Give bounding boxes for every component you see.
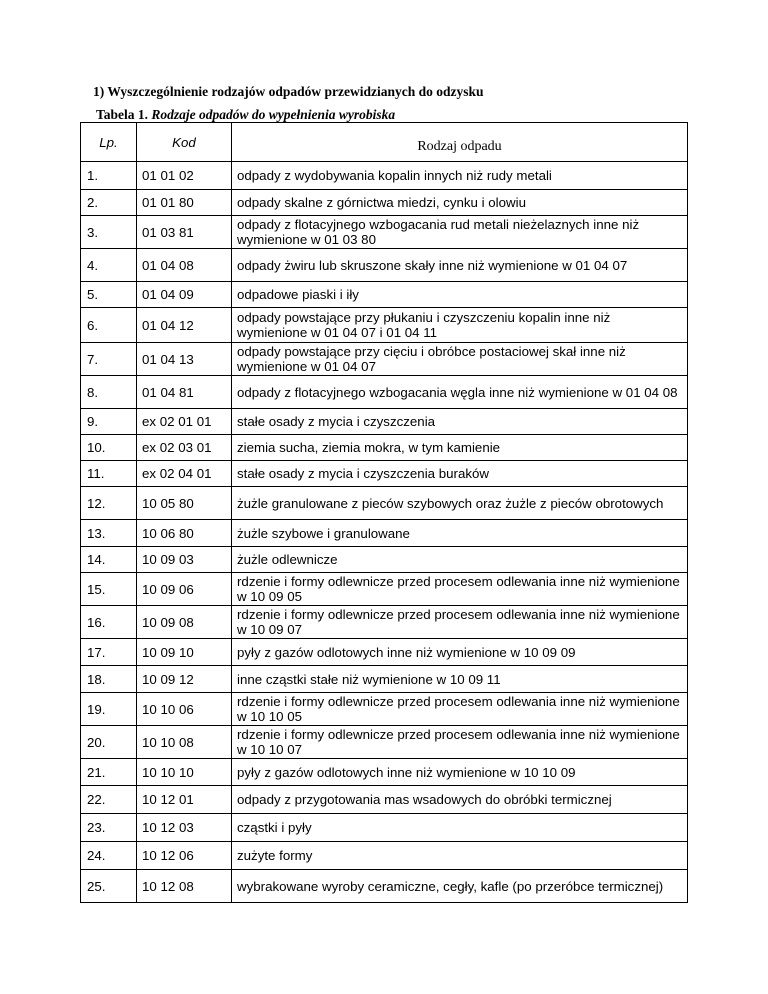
table-row (81, 786, 688, 814)
waste-types-table (80, 122, 688, 903)
table-row (81, 190, 688, 216)
table-row (81, 726, 688, 759)
cell-lp: 3. (81, 216, 137, 249)
cell-rodzaj: żużle szybowe i granulowane (232, 520, 688, 547)
cell-lp: 18. (81, 666, 137, 693)
cell-rodzaj: żużle odlewnicze (232, 547, 688, 573)
cell-kod: 01 04 13 (137, 343, 232, 376)
cell-lp: 17. (81, 639, 137, 666)
cell-kod: ex 02 04 01 (137, 461, 232, 487)
cell-kod: 10 06 80 (137, 520, 232, 547)
table-row (81, 435, 688, 461)
cell-kod: 01 04 09 (137, 282, 232, 308)
table-row (81, 759, 688, 786)
cell-rodzaj: stałe osady z mycia i czyszczenia buraków (232, 461, 688, 487)
cell-lp: 23. (81, 814, 137, 842)
cell-rodzaj: stałe osady z mycia i czyszczenia (232, 409, 688, 435)
column-header-kod: Kod (137, 123, 232, 162)
cell-kod: 10 10 10 (137, 759, 232, 786)
cell-rodzaj: pyły z gazów odlotowych inne niż wymienione w 10 09 09 (232, 639, 688, 666)
cell-kod: 10 09 10 (137, 639, 232, 666)
cell-lp: 16. (81, 606, 137, 639)
cell-kod: 10 05 80 (137, 487, 232, 520)
table-row (81, 573, 688, 606)
cell-rodzaj: rdzenie i formy odlewnicze przed procesem odlewania inne niż wymienione w 10 10 05 (232, 693, 688, 726)
cell-kod: 10 12 03 (137, 814, 232, 842)
cell-kod: 10 09 06 (137, 573, 232, 606)
cell-kod: 10 12 08 (137, 870, 232, 903)
cell-kod: 10 10 08 (137, 726, 232, 759)
table-row (81, 842, 688, 870)
cell-lp: 21. (81, 759, 137, 786)
table-row (81, 639, 688, 666)
table-row (81, 814, 688, 842)
cell-lp: 14. (81, 547, 137, 573)
cell-rodzaj: rdzenie i formy odlewnicze przed procesem odlewania inne niż wymienione w 10 09 05 (232, 573, 688, 606)
cell-rodzaj: odpadowe piaski i iły (232, 282, 688, 308)
table-header-row (81, 123, 688, 162)
table-row (81, 547, 688, 573)
cell-rodzaj: odpady z flotacyjnego wzbogacania rud metali nieżelaznych inne niż wymienione w 01 03 80 (232, 216, 688, 249)
cell-rodzaj: odpady powstające przy cięciu i obróbce postaciowej skał inne niż wymienione w 01 04 07 (232, 343, 688, 376)
cell-lp: 2. (81, 190, 137, 216)
table-row (81, 870, 688, 903)
cell-lp: 6. (81, 308, 137, 343)
section-heading: 1) Wyszczególnienie rodzajów odpadów przewidzianych do odzysku (93, 84, 484, 99)
cell-lp: 15. (81, 573, 137, 606)
cell-kod: 01 04 08 (137, 249, 232, 282)
cell-kod: 10 09 12 (137, 666, 232, 693)
table-row (81, 343, 688, 376)
table-row (81, 606, 688, 639)
table-caption-label: Tabela 1. (96, 107, 149, 122)
table-row (81, 216, 688, 249)
cell-rodzaj: żużle granulowane z pieców szybowych oraz żużle z pieców obrotowych (232, 487, 688, 520)
table-row (81, 520, 688, 547)
cell-kod: 10 10 06 (137, 693, 232, 726)
table-row (81, 487, 688, 520)
cell-lp: 25. (81, 870, 137, 903)
cell-lp: 8. (81, 376, 137, 409)
cell-lp: 4. (81, 249, 137, 282)
cell-lp: 11. (81, 461, 137, 487)
cell-lp: 12. (81, 487, 137, 520)
cell-kod: 10 12 06 (137, 842, 232, 870)
cell-rodzaj: wybrakowane wyroby ceramiczne, cegły, kafle (po przeróbce termicznej) (232, 870, 688, 903)
cell-kod: 10 09 03 (137, 547, 232, 573)
table-row (81, 308, 688, 343)
table-row (81, 461, 688, 487)
cell-rodzaj: inne cząstki stałe niż wymienione w 10 09 11 (232, 666, 688, 693)
cell-lp: 24. (81, 842, 137, 870)
table-caption (96, 107, 395, 123)
cell-rodzaj: cząstki i pyły (232, 814, 688, 842)
cell-lp: 20. (81, 726, 137, 759)
table-row (81, 666, 688, 693)
table-row (81, 162, 688, 190)
cell-lp: 1. (81, 162, 137, 190)
cell-rodzaj: odpady z przygotowania mas wsadowych do obróbki termicznej (232, 786, 688, 814)
table-row (81, 249, 688, 282)
cell-rodzaj: rdzenie i formy odlewnicze przed procesem odlewania inne niż wymienione w 10 10 07 (232, 726, 688, 759)
cell-rodzaj: odpady z flotacyjnego wzbogacania węgla inne niż wymienione w 01 04 08 (232, 376, 688, 409)
cell-lp: 5. (81, 282, 137, 308)
cell-lp: 13. (81, 520, 137, 547)
cell-kod: 01 03 81 (137, 216, 232, 249)
cell-kod: ex 02 01 01 (137, 409, 232, 435)
cell-rodzaj: zużyte formy (232, 842, 688, 870)
column-header-rodzaj: Rodzaj odpadu (232, 123, 688, 162)
cell-kod: 01 04 12 (137, 308, 232, 343)
cell-lp: 22. (81, 786, 137, 814)
cell-rodzaj: odpady powstające przy płukaniu i czyszczeniu kopalin inne niż wymienione w 01 04 07 i 01 04 11 (232, 308, 688, 343)
column-header-lp: Lp. (81, 123, 137, 162)
cell-lp: 9. (81, 409, 137, 435)
table-row (81, 409, 688, 435)
cell-kod: 10 09 08 (137, 606, 232, 639)
cell-rodzaj: ziemia sucha, ziemia mokra, w tym kamienie (232, 435, 688, 461)
cell-lp: 10. (81, 435, 137, 461)
cell-rodzaj: pyły z gazów odlotowych inne niż wymienione w 10 10 09 (232, 759, 688, 786)
table-row (81, 282, 688, 308)
cell-lp: 19. (81, 693, 137, 726)
cell-kod: ex 02 03 01 (137, 435, 232, 461)
cell-kod: 01 01 02 (137, 162, 232, 190)
cell-rodzaj: odpady żwiru lub skruszone skały inne niż wymienione w 01 04 07 (232, 249, 688, 282)
cell-rodzaj: odpady z wydobywania kopalin innych niż rudy metali (232, 162, 688, 190)
cell-rodzaj: odpady skalne z górnictwa miedzi, cynku i olowiu (232, 190, 688, 216)
cell-kod: 10 12 01 (137, 786, 232, 814)
table-row (81, 376, 688, 409)
cell-kod: 01 04 81 (137, 376, 232, 409)
cell-lp: 7. (81, 343, 137, 376)
table-body (81, 162, 688, 903)
cell-kod: 01 01 80 (137, 190, 232, 216)
table-row (81, 693, 688, 726)
table-caption-title: Rodzaje odpadów do wypełnienia wyrobiska (151, 107, 396, 122)
cell-rodzaj: rdzenie i formy odlewnicze przed procesem odlewania inne niż wymienione w 10 09 07 (232, 606, 688, 639)
